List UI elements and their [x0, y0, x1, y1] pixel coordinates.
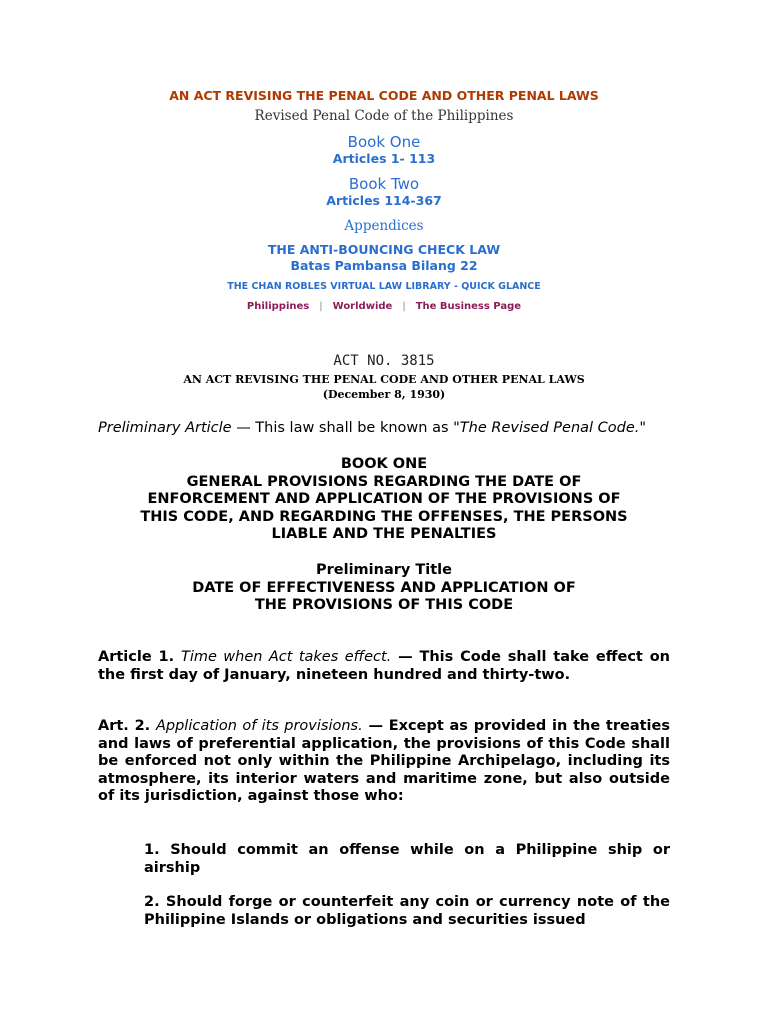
act-date: (December 8, 1930): [322, 388, 446, 401]
book-one-articles-link[interactable]: Articles 1- 113: [332, 151, 436, 166]
nav-links: [0, 301, 768, 312]
nav-link-worldwide[interactable]: Worldwide: [332, 301, 393, 312]
nav-separator: |: [319, 301, 323, 312]
book-one-heading: BOOK ONE: [340, 456, 428, 472]
code-name: "The Revised Penal Code.": [453, 420, 647, 436]
nav-separator: |: [402, 301, 406, 312]
article-1-caption: Time when Act takes effect.: [180, 649, 392, 665]
article-1-number: Article 1.: [98, 649, 181, 665]
preliminary-title-block: [98, 562, 670, 615]
book-two-articles-link[interactable]: Articles 114-367: [326, 193, 442, 208]
act-number: ACT NO. 3815: [333, 353, 435, 369]
appendices-link[interactable]: Appendices: [344, 218, 424, 234]
preliminary-article-label: Preliminary Article: [98, 420, 232, 436]
book-one-subheading: GENERAL PROVISIONS REGARDING THE DATE OF ENFORCEMENT AND APPLICATION OF THE PROVISIONS OF THIS CODE, AND REGARDING THE OFFENSES, THE PERSONS LIABLE AND THE PENALTIES: [140, 473, 628, 542]
preliminary-article-text: — This law shall be known as: [231, 420, 454, 436]
article-2-caption: Application of its provisions.: [155, 718, 363, 734]
subtitle: Revised Penal Code of the Philippines: [254, 108, 514, 124]
article-1: [98, 649, 670, 684]
article-1-text: — This Code shall take effect on the first day of January, nineteen hundred and thirty-two.: [98, 649, 670, 683]
book-one-link[interactable]: Book One: [347, 133, 421, 151]
preliminary-title-heading: DATE OF EFFECTIVENESS AND APPLICATION OF THE PROVISIONS OF THIS CODE: [192, 579, 576, 613]
article-2-number: Art. 2.: [98, 718, 156, 734]
book-one-heading-block: [98, 456, 670, 544]
act-title: AN ACT REVISING THE PENAL CODE AND OTHER PENAL LAWS: [183, 373, 585, 386]
main-title: AN ACT REVISING THE PENAL CODE AND OTHER PENAL LAWS: [169, 88, 599, 103]
article-2: [98, 718, 670, 806]
article-2-text: — Except as provided in the treaties and laws of preferential application, the provisions of this Code shall be enforced not only within the Philippine Archipelago, including its atmosphere, its interior waters and maritime zone, but also outside of its jurisdiction, against those who:: [98, 718, 670, 804]
anti-bouncing-link[interactable]: THE ANTI-BOUNCING CHECK LAW: [267, 242, 501, 257]
preliminary-title-label: Preliminary Title: [316, 562, 452, 578]
list-item: 2. Should forge or counterfeit any coin or currency note of the Philippine Islands or obligations and securities issued: [144, 894, 670, 928]
bp22-link[interactable]: Batas Pambansa Bilang 22: [290, 258, 478, 273]
nav-link-philippines[interactable]: Philippines: [246, 301, 310, 312]
nav-link-business-page[interactable]: The Business Page: [415, 301, 522, 312]
library-link[interactable]: THE CHAN ROBLES VIRTUAL LAW LIBRARY - QUICK GLANCE: [227, 281, 541, 292]
preliminary-article: [98, 420, 670, 438]
book-two-link[interactable]: Book Two: [348, 175, 420, 193]
list-item: 1. Should commit an offense while on a Philippine ship or airship: [144, 842, 670, 876]
